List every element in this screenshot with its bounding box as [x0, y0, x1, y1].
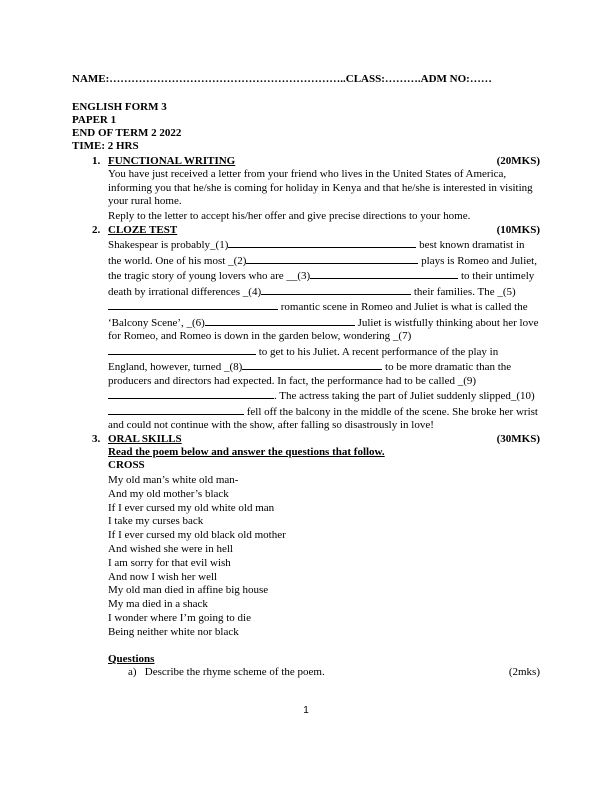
- cloze-segment: their families. The _(5): [411, 285, 516, 298]
- poem-line: And wished she were in hell: [108, 542, 233, 555]
- questions-heading: Questions: [108, 653, 155, 665]
- cloze-blank-2[interactable]: [246, 253, 418, 264]
- poem-line: My old man died in affine big house: [108, 584, 269, 597]
- cloze-segment: . The actress taking the part of Juliet suddenly slipped_(10): [274, 390, 535, 402]
- page-number: 1: [303, 705, 309, 716]
- poem-line: If I ever cursed my old black old mother: [108, 529, 286, 542]
- q2-number: 2.: [92, 224, 101, 236]
- cloze-segment: to their untimely death by irrational differences _(4): [108, 270, 535, 298]
- q3-number: 3.: [92, 433, 101, 445]
- cloze-segment: romantic scene in Romeo and Juliet is what is called the ‘Balcony Scene’, _(6): [108, 301, 528, 329]
- poem-line: If I ever cursed my old white old man: [108, 501, 275, 514]
- cloze-segment: best known dramatist in the world. One of his most _(2): [108, 239, 525, 267]
- cloze-segment: fell off the balcony in the middle of the scene. She broke her wrist and could not continue with the show, after falling so disastrously in love!: [108, 405, 538, 431]
- paper-label: PAPER 1: [72, 114, 117, 126]
- cloze-blank-1[interactable]: [228, 237, 416, 248]
- question-a-marks: (2mks): [508, 666, 540, 678]
- cloze-blank-9[interactable]: [108, 388, 274, 399]
- cloze-blank-4[interactable]: [261, 284, 411, 295]
- term-label: END OF TERM 2 2022: [72, 127, 182, 139]
- poem-line: And my old mother’s black: [108, 487, 229, 500]
- cloze-blank-10[interactable]: [108, 404, 244, 415]
- cloze-segment: plays is Romeo and Juliet, the tragic story of young lovers who are __(3): [108, 254, 537, 282]
- poem-line: My old man’s white old man-: [108, 474, 239, 486]
- q1-marks: (20MKS): [496, 155, 540, 167]
- q3-instruction: Read the poem below and answer the questions that follow.: [108, 446, 385, 458]
- time-label: TIME: 2 HRS: [72, 140, 139, 152]
- poem-line: I wonder where I’m going to die: [108, 611, 251, 624]
- q3-marks: (30MKS): [496, 433, 540, 445]
- cloze-blank-8[interactable]: [242, 359, 382, 370]
- poem-body: [108, 474, 540, 640]
- q3-title: ORAL SKILLS: [108, 433, 182, 445]
- q1-instruction: Reply to the letter to accept his/her offer and give precise directions to your home.: [108, 210, 471, 222]
- cloze-passage: [108, 237, 540, 433]
- subject-title: ENGLISH FORM 3: [72, 101, 167, 113]
- cloze-blank-7[interactable]: [108, 344, 256, 355]
- cloze-blank-6[interactable]: [205, 315, 355, 326]
- poem-line: Being neither white nor black: [108, 625, 239, 638]
- cloze-segment: to be more dramatic than the producers and directors had expected. In fact, the performance had to be called _(9): [108, 361, 512, 387]
- q2-marks: (10MKS): [496, 224, 540, 236]
- poem-line: I take my curses back: [108, 515, 204, 528]
- name-class-adm-line: NAME:………………………………………………………..CLASS:……….ADM NO:……: [72, 73, 492, 85]
- q1-number: 1.: [92, 155, 101, 167]
- cloze-segment: Shakespear is probably_(1): [108, 239, 229, 251]
- cloze-blank-5[interactable]: [108, 299, 278, 310]
- q1-title: FUNCTIONAL WRITING: [108, 155, 236, 167]
- q2-title: CLOZE TEST: [108, 224, 178, 236]
- poem-line: And now I wish her well: [108, 570, 218, 583]
- cloze-segment: Juliet is wistfully thinking about her love for Romeo, and Romeo is down in the garden below, wondering _(7): [108, 316, 539, 342]
- cloze-segment: to get to his Juliet. A recent performance of the play in England, however, turned _(8): [108, 345, 499, 373]
- poem-line: I am sorry for that evil wish: [108, 556, 231, 569]
- question-a: a) Describe the rhyme scheme of the poem.: [128, 666, 325, 678]
- poem-title: CROSS: [108, 459, 145, 471]
- cloze-blank-3[interactable]: [310, 268, 458, 279]
- poem-line: My ma died in a shack: [108, 598, 208, 611]
- q1-text: You have just received a letter from your friend who lives in the United States of America, informing you that he/she is coming for holiday in Kenya and that he/she is interested in visiting your rural home.: [108, 168, 533, 208]
